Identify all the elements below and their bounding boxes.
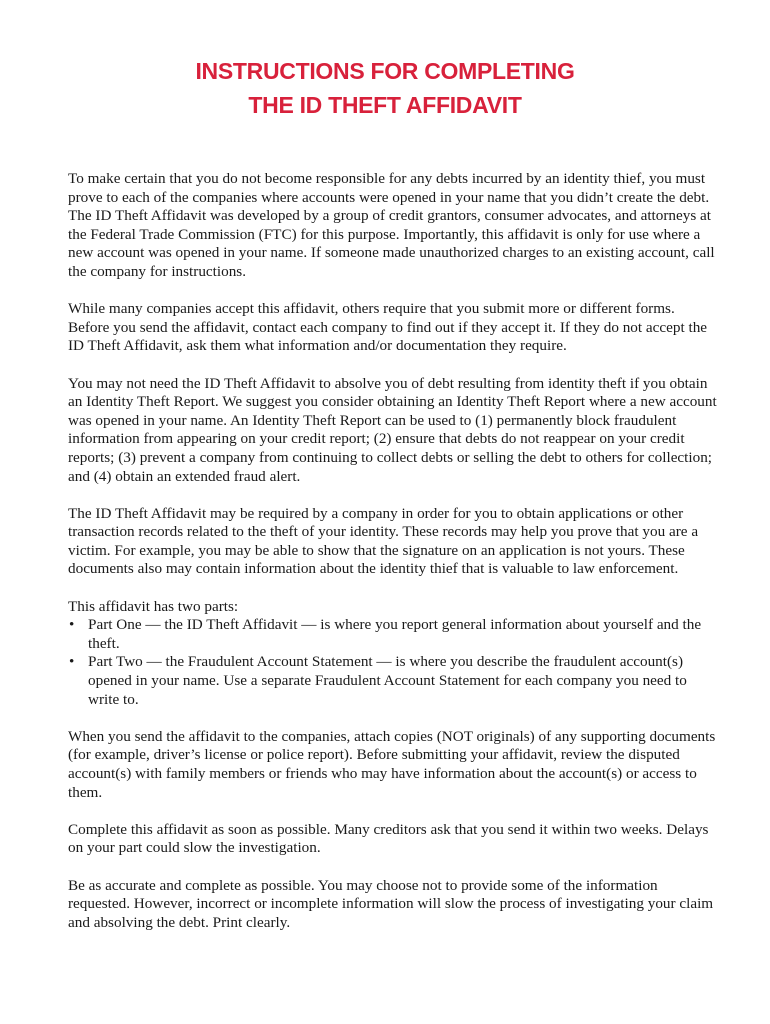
list-item [68,653,718,709]
parts-section [68,598,718,710]
part-two-text: Part Two — the Fraudulent Account Statement — is where you describe the fraudulent account(s) opened in your name. Use a separate Fraudulent Account Statement for each company you need to write to. [88,653,687,708]
paragraph-company-acceptance: While many companies accept this affidavit, others require that you submit more or different forms. Before you send the affidavit, contact each company to find out if they accept it. If they do not accept the ID Theft Affidavit, ask them what information and/or documentation they require. [68,300,708,355]
paragraph-transaction-records: The ID Theft Affidavit may be required by a company in order for you to obtain applications or other transaction records related to the theft of your identity. These records may help you prove that you are a victim. For example, you may be able to show that the signature on an application is not yours. These documents also may contain information about the identity thief that is valuable to law enforcement. [68,504,699,578]
parts-intro: This affidavit has two parts: [68,597,239,615]
paragraph-identity-theft-report: You may not need the ID Theft Affidavit to absolve you of debt resulting from identity theft if you obtain an Identity Theft Report. We suggest you consider obtaining an Identity Theft Report where a new account was opened in your name. An Identity Theft Report can be used to (1) permanently block fraudulent information from appearing on your credit report; (2) ensure that debts do not reappear on your credit reports; (3) prevent a company from continuing to collect debts or selling the debt to others for collection; and (4) obtain an extended fraud alert. [68,374,717,485]
bullet-icon: • [69,616,75,634]
paragraph-intro: To make certain that you do not become responsible for any debts incurred by an identity thief, you must prove to each of the companies where accounts were opened in your name that you didn’t create the debt. The ID Theft Affidavit was developed by a group of credit grantors, consumer advocates, and attorneys at the Federal Trade Commission (FTC) for this purpose. Importantly, this affidavit is only for use where a new account was opened in your name. If someone made unauthorized charges to an existing account, call the company for instructions. [68,170,715,280]
document-title [0,54,770,122]
paragraph-accuracy: Be as accurate and complete as possible. You may choose not to provide some of the information requested. However, incorrect or incomplete information will slow the process of investigating your claim and absolving the debt. Print clearly. [68,876,714,931]
title-line-2: THE ID THEFT AFFIDAVIT [248,92,522,118]
part-one-text: Part One — the ID Theft Affidavit — is where you report general information about yourself and the theft. [88,616,702,652]
parts-list [68,616,718,709]
list-item [68,616,718,653]
title-line-1: INSTRUCTIONS FOR COMPLETING [195,58,575,84]
paragraph-supporting-documents: When you send the affidavit to the companies, attach copies (NOT originals) of any supporting documents (for example, driver’s license or police report). Before submitting your affidavit, review the disputed account(s) with family members or friends who may have information about the account(s) or access to them. [68,727,716,801]
bullet-icon: • [69,653,75,671]
paragraph-timeliness: Complete this affidavit as soon as possible. Many creditors ask that you send it within two weeks. Delays on your part could slow the investigation. [68,820,709,857]
document-body [68,170,718,951]
